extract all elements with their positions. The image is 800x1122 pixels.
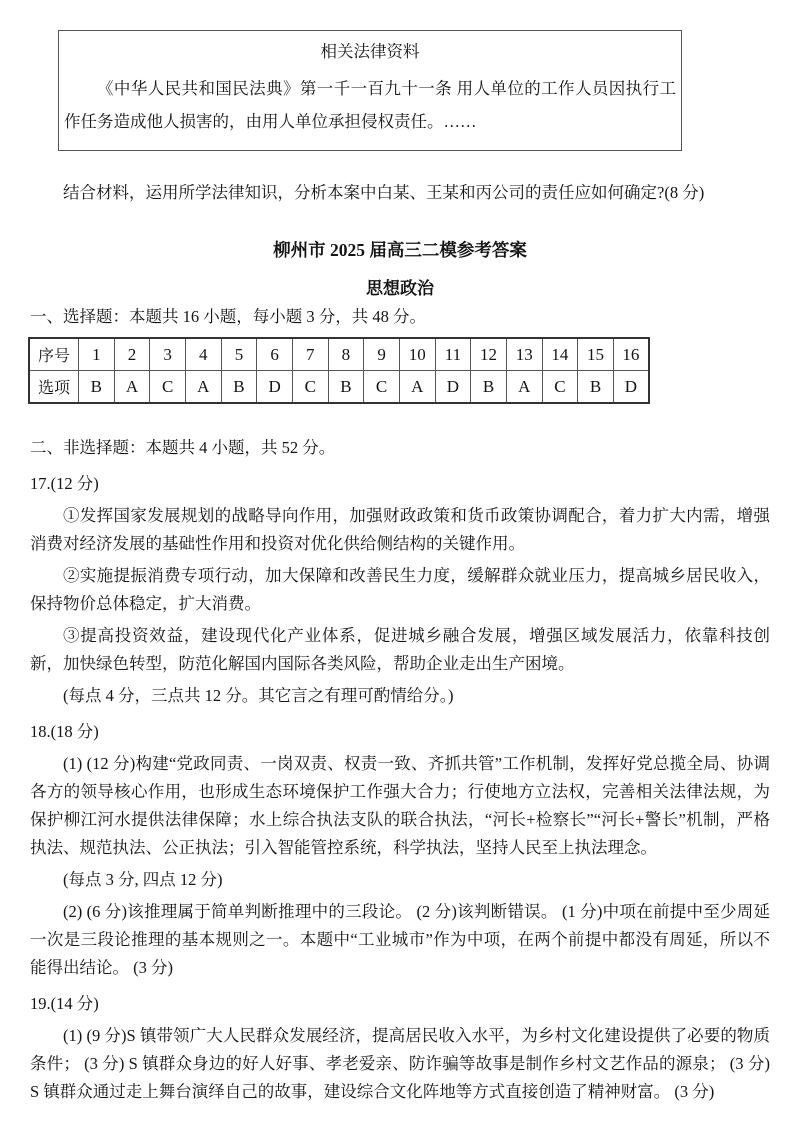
answer-table-cell: 8 [328,338,364,371]
answer-table-cell: 5 [221,338,257,371]
question-prompt: 结合材料，运用所学法律知识，分析本案中白某、王某和丙公司的责任应如何确定?(8 分) [63,183,705,202]
answer-table-cell: 10 [399,338,435,371]
answer-table-cell: B [328,371,364,404]
answer-key-title: 柳州市 2025 届高三二模参考答案 [273,240,527,260]
answer-table-cell: C [542,371,578,404]
answer-table-cell: 7 [292,338,328,371]
answer-table-row-label: 选项 [29,371,79,404]
answer-table-cell: B [221,371,257,404]
answer-table-cell: 16 [613,338,649,371]
answer-table-cell: D [257,371,293,404]
answer-table-cell: A [114,371,150,404]
section-nonchoice-heading: 二、非选择题：本题共 4 小题，共 52 分。 [30,438,336,457]
q17-point-3: ③提高投资效益，建设现代化产业体系，促进城乡融合发展，增强区域发展活力，依靠科技创新，加快绿色转型，防范化解国内国际各类风险，帮助企业走出生产困境。 [30,626,770,673]
answer-table-cell: 11 [435,338,471,371]
answer-table-cell: D [435,371,471,404]
q17-point-1: ①发挥国家发展规划的战略导向作用，加强财政政策和货币政策协调配合，着力扩大内需，增强消费对经济发展的基础性作用和投资对优化供给侧结构的关键作用。 [30,506,770,553]
answer-table-cell: 4 [185,338,221,371]
q17-heading: 17.(12 分) [30,474,99,493]
legal-materials-box [58,30,682,151]
answer-table-cell: D [613,371,649,404]
answer-table-row [29,371,649,404]
answer-table-cell: A [185,371,221,404]
answer-table-cell: C [364,371,400,404]
section-choice-heading: 一、选择题：本题共 16 小题，每小题 3 分，共 48 分。 [30,307,426,326]
answer-table-row-label: 序号 [29,338,79,371]
answer-table-cell: 2 [114,338,150,371]
answer-table-cell: 1 [79,338,115,371]
q18-part1-answer: (1) (12 分)构建“党政同责、一岗双责、权责一致、齐抓共管”工作机制，发挥好党总揽全局、协调各方的领导核心作用，也形成生态环境保护工作强大合力；行使地方立法权，完善相关法律法规，为保护柳江河水提供法律保障；水上综合执法支队的联合执法，“河长+检察长”“河长+警长”机制，严格执法、规范执法、公正执法；引入智能管控系统，科学执法，坚持人民至上执法理念。 [30,754,770,857]
answer-table-cell: A [399,371,435,404]
legal-box-title: 相关法律资料 [320,42,420,61]
answer-table-cell: 15 [578,338,614,371]
legal-box-text: 《中华人民共和国民法典》第一千一百九十一条 用人单位的工作人员因执行工作任务造成他人损害的，由用人单位承担侵权责任。…… [64,79,676,131]
q19-heading: 19.(14 分) [30,994,99,1013]
answer-table-cell: 12 [471,338,507,371]
answer-table-cell: B [79,371,115,404]
answer-table-cell: C [292,371,328,404]
answer-table-cell: 13 [506,338,542,371]
answer-table [28,337,650,404]
q17-point-2: ②实施提振消费专项行动，加大保障和改善民生力度，缓解群众就业压力，提高城乡居民收入，保持物价总体稳定，扩大消费。 [30,566,770,613]
answer-table-cell: 6 [257,338,293,371]
q18-part2-answer: (2) (6 分)该推理属于简单判断推理中的三段论。 (2 分)该判断错误。 (1 分)中项在前提中至少周延一次是三段论推理的基本规则之一。本题中“工业城市”作为中项，在两个前提中都没有周延，所以不能得出结论。 (3 分) [30,902,770,977]
q19-part1-answer: (1) (9 分)S 镇带领广大人民群众发展经济，提高居民收入水平，为乡村文化建设提供了必要的物质条件； (3 分) S 镇群众身边的好人好事、孝老爱亲、防诈骗等故事是制作乡村文艺作品的源泉； (3 分) S 镇群众通过走上舞台演绎自己的故事，建设综合文化阵地等方式直接创造了精神财富。 (3 分) [30,1026,770,1101]
answer-table-cell: C [150,371,186,404]
answer-table-cell: 9 [364,338,400,371]
answer-table-cell: A [506,371,542,404]
q18-heading: 18.(18 分) [30,722,99,741]
answer-table-cell: 3 [150,338,186,371]
answer-table-cell: 14 [542,338,578,371]
answer-table-row [29,338,649,371]
answer-table-cell: B [578,371,614,404]
q18-part1-scoring-note: (每点 3 分, 四点 12 分) [63,870,223,889]
answer-table-cell: B [471,371,507,404]
subject-title: 思想政治 [366,279,434,298]
q17-scoring-note: (每点 4 分，三点共 12 分。其它言之有理可酌情给分。) [63,686,454,705]
